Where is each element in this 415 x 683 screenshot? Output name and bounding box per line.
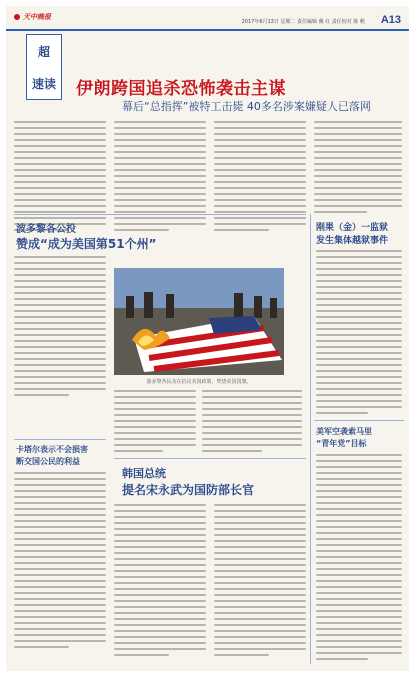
lead-body-col-1	[14, 121, 106, 235]
newspaper-brand	[14, 12, 51, 22]
story5-body-col-1	[114, 504, 206, 660]
newspaper-page	[6, 6, 409, 671]
story6-headline-top: 美军空袭索马里	[316, 427, 372, 436]
burning-flag-illustration	[114, 268, 284, 375]
section-divider-middle	[114, 458, 306, 459]
story5-headline-top: 韩国总统	[122, 467, 166, 480]
story3-headline-top: 刚果（金）一监狱	[316, 223, 389, 233]
story3-body	[316, 250, 402, 418]
story2-headline-top: 波多黎各公投	[16, 224, 76, 235]
story2-body-col-1	[14, 256, 106, 400]
section-divider-left	[14, 439, 106, 440]
lead-headline: 伊朗跨国追杀恐怖袭击主谋	[76, 79, 286, 99]
brand-logo-icon	[14, 14, 20, 20]
section-divider	[14, 214, 306, 215]
section-label-bottom: 速读	[31, 76, 56, 91]
page-number: A13	[380, 14, 401, 26]
story5-headline-bottom: 提名宋永武为国防部长官	[122, 483, 255, 497]
lead-body-col-3	[214, 121, 306, 235]
lead-body-col-2	[114, 121, 206, 235]
masthead	[6, 6, 409, 106]
column-divider	[310, 214, 311, 664]
photo-caption: 波多黎各民众在抗议美国政策，焚烧美国国旗。	[146, 379, 252, 385]
lead-subhead: 幕后“总指挥”被特工击毙 40多名涉案嫌疑人已落网	[122, 100, 371, 113]
protest-photo	[114, 268, 284, 375]
lead-body-col-4	[314, 121, 402, 217]
dateline: 2017年6月13日 星期二 责任编辑 戴 红 责任校对 陈 帆	[241, 19, 365, 25]
story5-body-col-2	[214, 504, 306, 660]
story6-body	[316, 454, 402, 664]
story4-body	[14, 472, 106, 652]
story2-body-col-2	[114, 390, 196, 456]
story3-headline-bottom: 发生集体越狱事件	[316, 236, 389, 246]
masthead-rule	[6, 29, 409, 31]
section-label	[26, 34, 62, 100]
story2-headline-bottom: 赞成“成为美国第51个州”	[16, 237, 157, 251]
story4-headline-top: 卡塔尔表示不会损害	[16, 445, 88, 454]
section-divider-right	[314, 420, 404, 421]
section-label-top: 超	[37, 44, 50, 59]
brand-name: 天中晚报	[23, 12, 51, 21]
story4-headline-bottom: 断交国公民的利益	[16, 457, 80, 466]
story6-headline-bottom: “青年党”目标	[316, 439, 367, 448]
story2-body-col-3	[202, 390, 302, 456]
